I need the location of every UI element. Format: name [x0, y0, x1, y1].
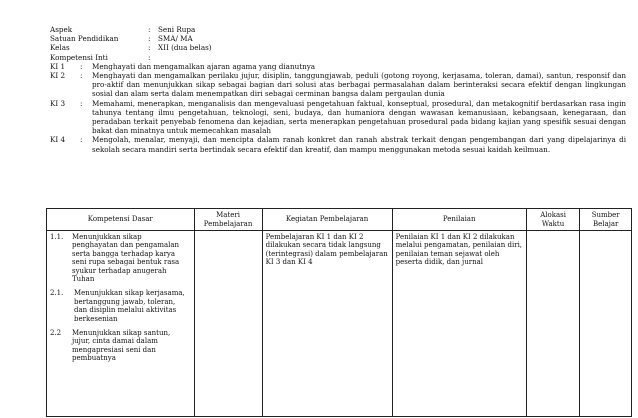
syllabus-table	[46, 208, 632, 417]
meta-key: Kompetensi Inti	[50, 52, 108, 62]
kd-text: Menunjukkan sikap kerjasama, bertanggung jawab, toleran, dan disiplin melalui aktivitas berkesenian	[74, 289, 185, 323]
header-materi: Materi Pembelajaran	[194, 209, 262, 231]
table-row	[47, 231, 632, 417]
table-header-row	[47, 209, 632, 231]
kompetensi-dasar-cell	[47, 231, 195, 417]
header-kompetensi-dasar: Kompetensi Dasar	[47, 209, 195, 231]
meta-row-kelas: Kelas : XII (dua belas)	[50, 43, 212, 53]
header-kegiatan: Kegiatan Pembelajaran	[262, 209, 392, 231]
ki-id: KI 1	[50, 61, 66, 71]
meta-row-satuan: Satuan Pendidikan : SMA/ MA	[50, 34, 193, 44]
meta-key: Satuan Pendidikan	[50, 34, 119, 44]
meta-row-aspek: Aspek : Seni Rupa	[50, 25, 196, 34]
ki-item: KI 4 : Mengolah, menalar, menyaji, dan mencipta dalam ranah konkret dan ranah abstrak terkait dengan pengembangan dari yang dipelajarinya di sekolah secara mandiri serta bertindak secara efektif dan kreatif, dan mampu menggunakan metoda sesuai kaidah keilmuan.	[50, 135, 626, 154]
ki-text: Mengolah, menalar, menyaji, dan mencipta dalam ranah konkret dan ranah abstrak terkait dengan pengembangan dari yang dipelajarinya di sekolah secara mandiri serta bertindak secara efektif dan kreatif, dan mampu menggunakan metoda sesuai kaidah keilmuan.	[92, 135, 626, 154]
ki-text: Menghayati dan mengamalkan ajaran agama yang dianutnya	[92, 61, 316, 71]
kegiatan-cell: Pembelajaran KI 1 dan KI 2 dilakukan secara tidak langsung (terintegrasi) dalam pembelajaran KI 3 dan KI 4	[262, 231, 392, 417]
materi-cell	[194, 231, 262, 417]
document-header	[50, 25, 630, 154]
ki-id: KI 2	[50, 71, 66, 81]
header-sumber: Sumber Belajar	[580, 209, 632, 231]
ki-text: Memahami, menerapkan, menganalisis dan mengevaluasi pengetahuan faktual, konseptual, prosedural, dan metakognitif berdasarkan rasa ingin tahunya tentang ilmu pengetahuan, teknologi, seni, budaya, dan humaniora dengan wawasan kemanusiaan, kebangsaan, kenegaraan, dan peradaban terkait penyebab fenomena dan kejadian, serta menerapkan pengetahuan prosedural pada bidang kajian yang spesifik sesuai dengan bakat dan minatnya untuk memecahkan masalah	[92, 98, 626, 136]
penilaian-cell: Penilaian KI 1 dan KI 2 dilakukan melalui pengamatan, penilaian diri, penilaian teman sejawat oleh peserta didik, dan jurnal	[392, 231, 526, 417]
ki-text: Menghayati dan mengamalkan perilaku jujur, disiplin, tanggungjawab, peduli (gotong royong, kerjasama, toleran, damai), santun, responsif dan pro-aktif dan menunjukkan sikap sebagai bagian dari solusi atas berbagai permasalahan dalam berinteraksi secara efektif dengan lingkungan sosial dan alam serta dalam menempatkan diri sebagai cerminan bangsa dalam pergaulan dunia	[92, 71, 626, 99]
meta-key: Kelas	[50, 43, 70, 53]
meta-value: XII (dua belas)	[158, 43, 212, 53]
ki-item: KI 3 : Memahami, menerapkan, menganalisis dan mengevaluasi pengetahuan faktual, konseptual, prosedural, dan metakognitif berdasarkan rasa ingin tahunya tentang ilmu pengetahuan, teknologi, seni, budaya, dan humaniora dengan wawasan kemanusiaan, kebangsaan, kenegaraan, dan peradaban terkait penyebab fenomena dan kejadian, serta menerapkan pengetahuan prosedural pada bidang kajian yang spesifik sesuai dengan bakat dan minatnya untuk memecahkan masalah	[50, 98, 626, 136]
alokasi-cell	[526, 231, 580, 417]
kd-text: Menunjukkan sikap santun, jujur, cinta damai dalam mengapresiasi seni dan pembuatnya	[72, 329, 171, 363]
kd-item	[50, 233, 191, 283]
kd-text: Menunjukkan sikap penghayatan dan pengamalan serta bangga terhadap karya seni rupa sebagai bentuk rasa syukur terhadap anugerah Tuhan	[72, 233, 180, 284]
meta-value: Seni Rupa	[158, 25, 196, 34]
kd-item	[50, 289, 191, 323]
header-alokasi: Alokasi Waktu	[526, 209, 580, 231]
header-penilaian: Penilaian	[392, 209, 526, 231]
ki-item: KI 2 : Menghayati dan mengamalkan perilaku jujur, disiplin, tanggungjawab, peduli (gotong royong, kerjasama, toleran, damai), santun, responsif dan pro-aktif dan menunjukkan sikap sebagai bagian dari solusi atas berbagai permasalahan dalam berinteraksi secara efektif dengan lingkungan sosial dan alam serta dalam menempatkan diri sebagai cerminan bangsa dalam pergaulan dunia	[50, 71, 626, 99]
meta-value: SMA/ MA	[158, 34, 193, 44]
sumber-cell	[580, 231, 632, 417]
kd-number: 1.1.	[50, 233, 64, 241]
ki-item: KI 1 : Menghayati dan mengamalkan ajaran agama yang dianutnya	[50, 62, 630, 71]
meta-key: Aspek	[50, 25, 73, 34]
ki-id: KI 3	[50, 98, 66, 108]
ki-id: KI 4	[50, 135, 66, 145]
meta-row-kompetensi-inti: Kompetensi Inti :	[50, 52, 151, 62]
kd-number: 2.2	[50, 329, 62, 338]
kd-item	[50, 329, 191, 363]
kd-number: 2.1.	[50, 289, 64, 298]
